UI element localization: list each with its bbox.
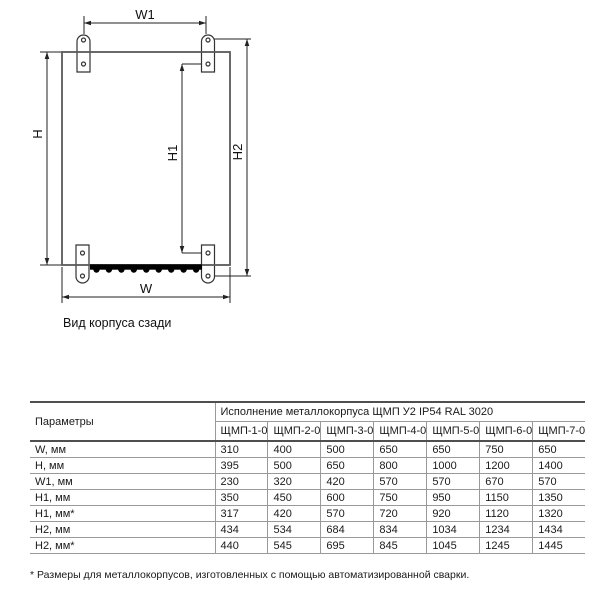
value-cell: 570 [533,474,585,490]
value-cell: 500 [321,441,374,458]
value-cell: 1350 [533,490,585,506]
arrowhead [180,246,185,253]
column-header: ЩМП-7-0 [533,422,585,442]
value-cell: 500 [268,458,321,474]
column-header: ЩМП-6-0 [480,422,533,442]
value-cell: 950 [427,490,480,506]
value-cell: 570 [374,474,427,490]
arrowhead [45,258,50,265]
mounting-bracket-bottom-left [76,245,89,283]
table-row [30,538,585,554]
table-row [30,458,585,474]
value-cell: 650 [427,441,480,458]
value-cell: 570 [427,474,480,490]
footnote: * Размеры для металлокорпусов, изготовленных с помощью автоматизированной сварки. [30,569,470,581]
dim-label-h1: H1 [165,144,180,162]
table-row [30,506,585,522]
value-cell: 1234 [480,522,533,538]
table-row [30,474,585,490]
value-cell: 650 [533,441,585,458]
group-header: Исполнение металлокорпуса ЩМП У2 IP54 RAL 3020 [215,402,585,422]
value-cell: 1200 [480,458,533,474]
dim-label-w1: W1 [135,7,155,22]
dimensions-table-body [30,441,585,554]
value-cell: 395 [215,458,268,474]
value-cell: 1445 [533,538,585,554]
arrowhead [223,295,230,300]
value-cell: 545 [268,538,321,554]
row-label: H2, мм [30,522,215,538]
row-label: W, мм [30,441,215,458]
value-cell: 1150 [480,490,533,506]
value-cell: 845 [374,538,427,554]
dimensions-table-container [30,401,585,554]
value-cell: 534 [268,522,321,538]
diagram-caption: Вид корпуса сзади [63,316,172,330]
param-column-header: Параметры [35,415,94,428]
gasket-strip [90,264,202,272]
mounting-bracket-top-right [202,35,215,72]
value-cell: 920 [427,506,480,522]
value-cell: 800 [374,458,427,474]
mounting-bracket-top-left [77,35,90,72]
dimensions-table [30,401,585,554]
value-cell: 650 [374,441,427,458]
value-cell: 310 [215,441,268,458]
value-cell: 1434 [533,522,585,538]
value-cell: 1045 [427,538,480,554]
value-cell: 230 [215,474,268,490]
value-cell: 420 [268,506,321,522]
value-cell: 720 [374,506,427,522]
value-cell: 434 [215,522,268,538]
value-cell: 420 [321,474,374,490]
dim-label-h: H [30,129,45,139]
dimension-h [40,52,62,265]
value-cell: 750 [480,441,533,458]
value-cell: 400 [268,441,321,458]
value-cell: 1320 [533,506,585,522]
value-cell: 600 [321,490,374,506]
row-label: H1, мм [30,490,215,506]
value-cell: 1400 [533,458,585,474]
column-header: ЩМП-2-0 [268,422,321,442]
column-header: ЩМП-1-0 [215,422,268,442]
dim-label-h2: H2 [230,143,245,161]
value-cell: 570 [321,506,374,522]
dimension-h1 [182,64,208,253]
arrowhead [84,21,91,26]
table-row [30,490,585,506]
column-header: ЩМП-5-0 [427,422,480,442]
arrowhead [199,21,206,26]
table-row [30,441,585,458]
row-label: W1, мм [30,474,215,490]
value-cell: 1120 [480,506,533,522]
arrowhead [180,64,185,71]
arrowhead [45,52,50,59]
row-label: H, мм [30,458,215,474]
value-cell: 695 [321,538,374,554]
value-cell: 440 [215,538,268,554]
value-cell: 1034 [427,522,480,538]
value-cell: 834 [374,522,427,538]
column-header: ЩМП-3-0 [321,422,374,442]
value-cell: 650 [321,458,374,474]
arrowhead [62,295,69,300]
arrowhead [245,39,250,46]
value-cell: 320 [268,474,321,490]
dim-label-w: W [139,281,153,296]
value-cell: 1245 [480,538,533,554]
table-row [30,522,585,538]
value-cell: 684 [321,522,374,538]
mounting-bracket-bottom-right [202,245,215,283]
value-cell: 670 [480,474,533,490]
arrowhead [245,269,250,276]
table-header-group-row [30,402,585,422]
row-label: H2, мм* [30,538,215,554]
value-cell: 1000 [427,458,480,474]
row-label: H1, мм* [30,506,215,522]
value-cell: 350 [215,490,268,506]
value-cell: 450 [268,490,321,506]
cabinet-outline [62,52,230,265]
value-cell: 317 [215,506,268,522]
column-header: ЩМП-4-0 [374,422,427,442]
value-cell: 750 [374,490,427,506]
